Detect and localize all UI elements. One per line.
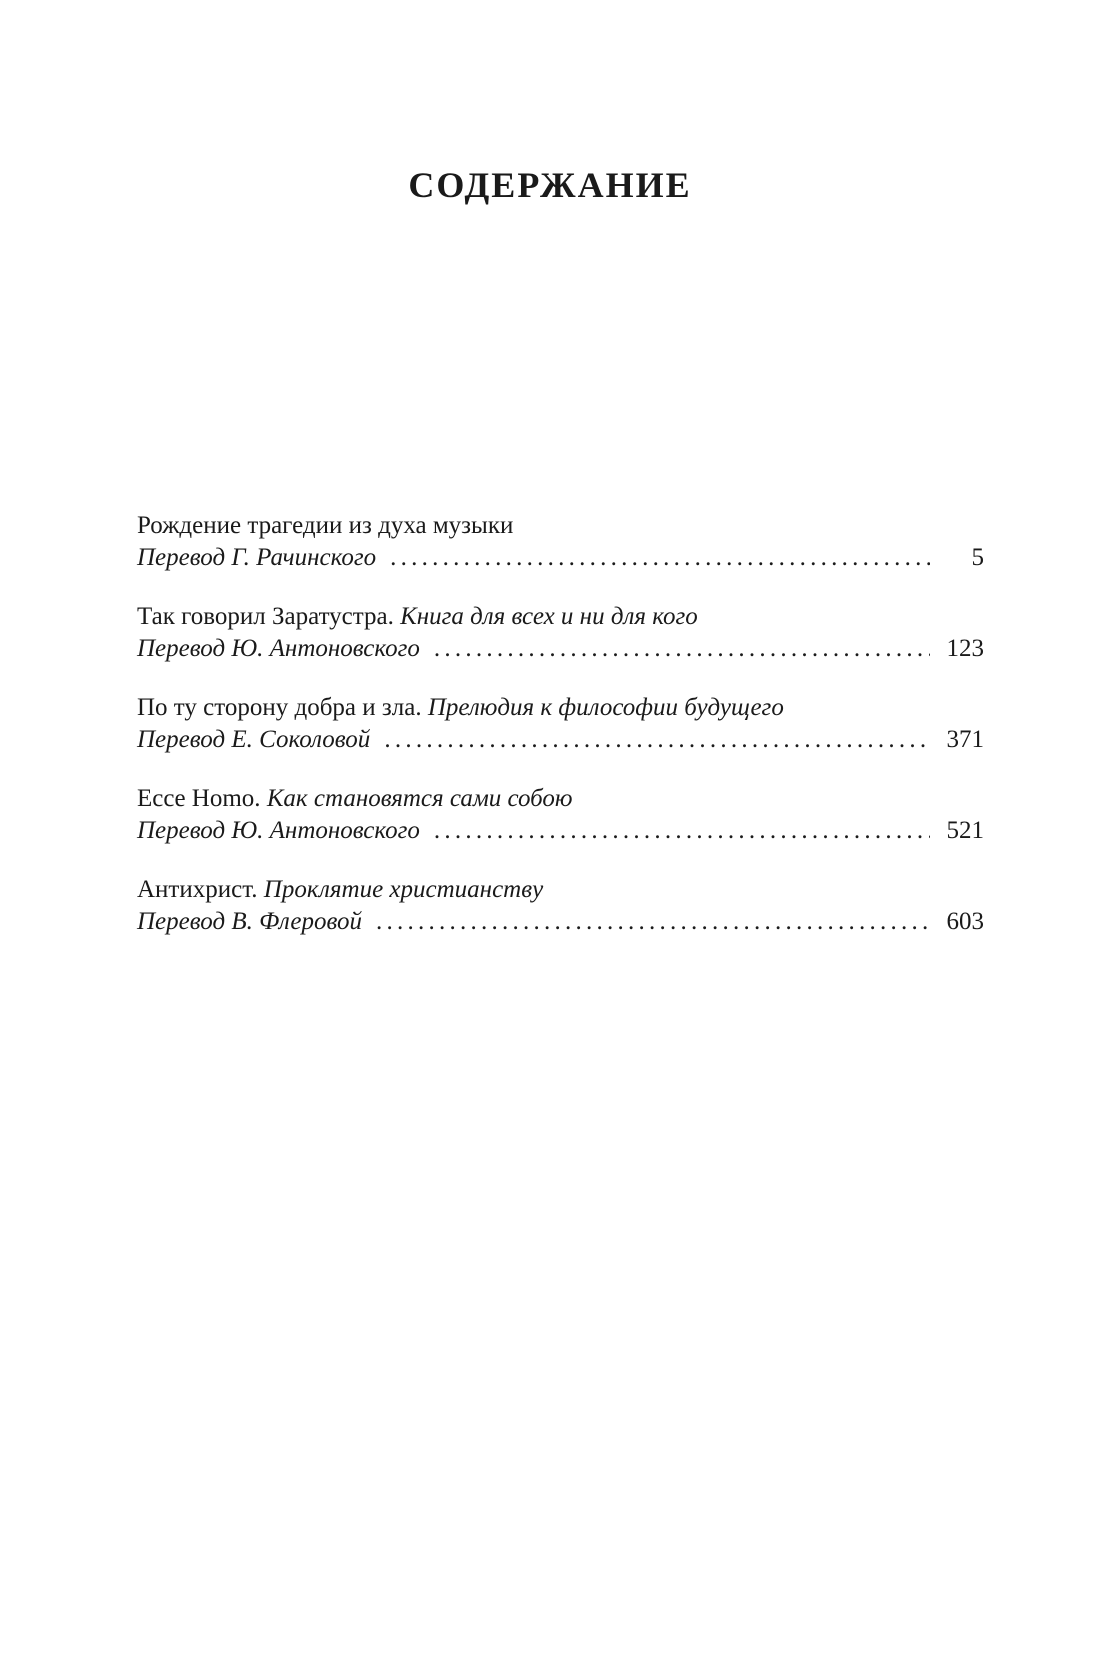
translator: Перевод Е. Соколовой: [137, 726, 371, 753]
dot-leader: [434, 633, 930, 665]
dot-leader: [390, 542, 930, 574]
work-title: Ecce Homo.: [137, 785, 261, 812]
translator: Перевод Г. Рачинского: [137, 544, 377, 571]
page-number[interactable]: 5: [971, 544, 984, 571]
work-title-line: [137, 692, 984, 724]
translator-line: [137, 724, 984, 756]
work-title: По ту сторону добра и зла.: [137, 694, 422, 721]
toc-entry[interactable]: [137, 783, 984, 847]
work-title: Рождение трагедии из духа музыки: [137, 512, 514, 539]
dot-leader: [434, 815, 930, 847]
work-title-line: [137, 783, 984, 815]
translator-line: [137, 815, 984, 847]
work-subtitle: Проклятие христианству: [263, 876, 544, 903]
work-subtitle: Книга для всех и ни для кого: [400, 603, 698, 630]
work-title-line: [137, 874, 984, 906]
work-title: Антихрист.: [137, 876, 258, 903]
work-subtitle: Прелюдия к философии будущего: [427, 694, 784, 721]
toc-entry[interactable]: [137, 601, 984, 665]
page-number[interactable]: 603: [946, 908, 984, 935]
work-title-line: [137, 601, 984, 633]
page-number[interactable]: 521: [946, 817, 984, 844]
work-title: Так говорил Заратустра.: [137, 603, 394, 630]
toc-entry[interactable]: [137, 510, 984, 574]
page-number[interactable]: 123: [946, 635, 984, 662]
translator: Перевод В. Флеровой: [137, 908, 362, 935]
translator: Перевод Ю. Антоновского: [137, 635, 420, 662]
toc-entry[interactable]: [137, 874, 984, 938]
toc-entry[interactable]: [137, 692, 984, 756]
translator: Перевод Ю. Антоновского: [137, 817, 420, 844]
dot-leader: [376, 906, 930, 938]
translator-line: [137, 633, 984, 665]
page-number[interactable]: 371: [946, 726, 984, 753]
work-title-line: [137, 510, 984, 542]
work-subtitle: Как становятся сами собою: [266, 785, 573, 812]
dot-leader: [384, 724, 930, 756]
page-title: СОДЕРЖАНИЕ: [408, 165, 692, 206]
translator-line: [137, 906, 984, 938]
translator-line: [137, 542, 984, 574]
table-of-contents: [137, 510, 984, 965]
